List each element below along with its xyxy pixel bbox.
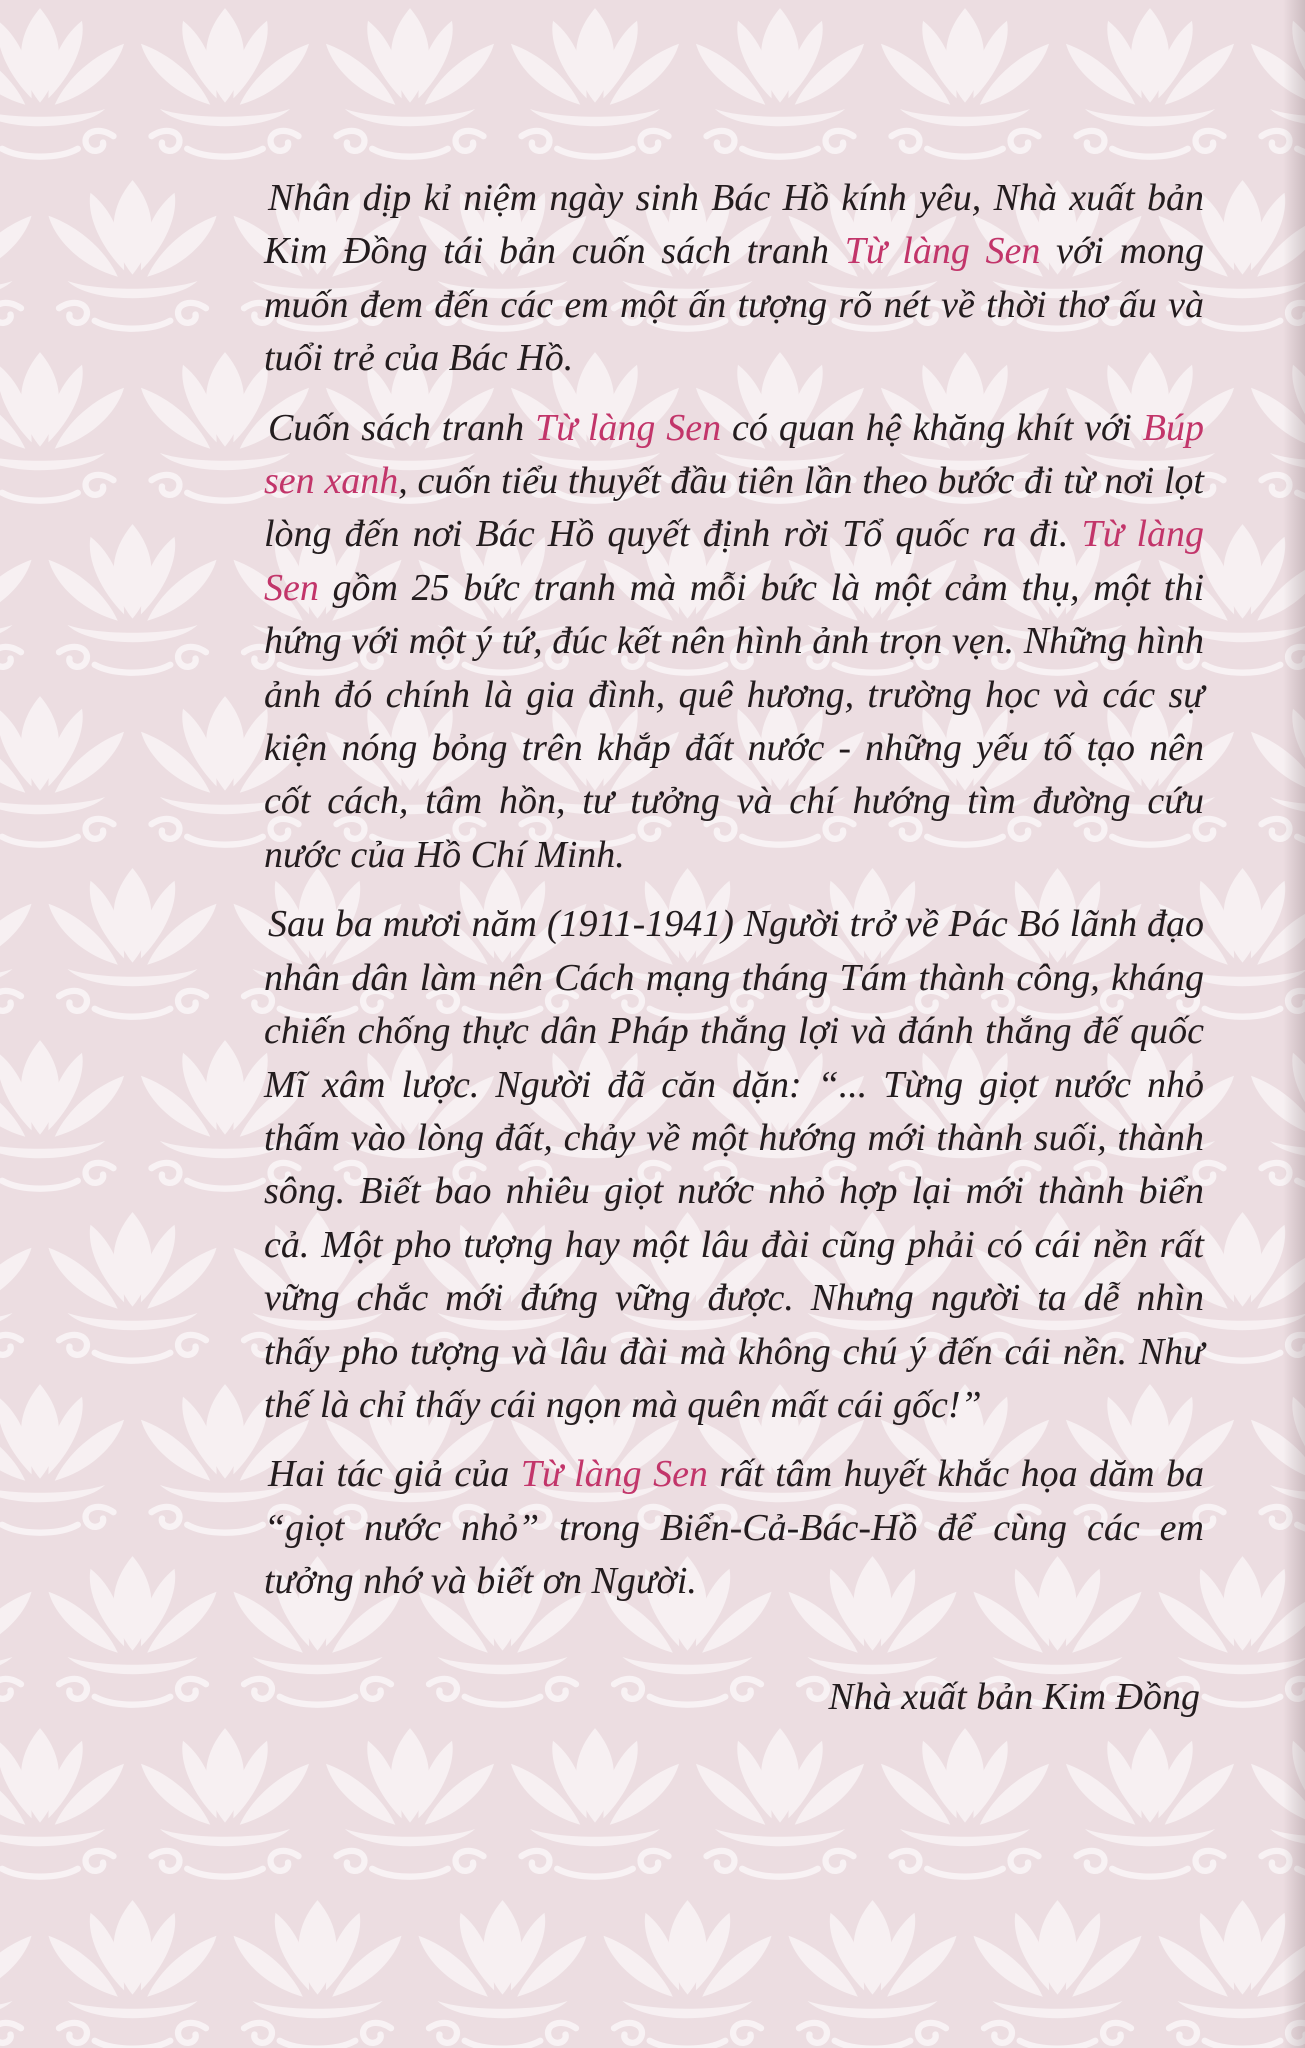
lotus-icon: [49, 524, 217, 673]
lotus-icon: [511, 8, 679, 157]
paragraph-text: gồm 25 bức tranh mà mỗi bức là một cảm thụ, một thi hứng với một ý tứ, đúc kết nên hình ảnh trọn vẹn. Những hình ảnh đó chính là gia đình, quê hương, trường học và các sự kiện nóng bỏng trên khắp đất nước - những yếu tố tạo nên cốt cách, tâm hồn, tư tưởng và chí hướng tìm đường cứu nước của Hồ Chí Minh.: [264, 566, 1204, 876]
lotus-icon: [0, 1040, 124, 1189]
lotus-icon: [604, 1900, 772, 2048]
lotus-icon: [49, 868, 217, 1017]
lotus-icon: [49, 1900, 217, 2048]
lotus-icon: [1066, 1728, 1234, 1877]
paragraph-text: Nhân dịp kỉ niệm ngày sinh Bác Hồ kính yêu, Nhà xuất bản Kim Đồng tái bản cuốn sách tranh: [264, 177, 1204, 273]
lotus-icon: [49, 1556, 217, 1705]
book-title: Búp sen xanh: [264, 406, 1204, 503]
lotus-icon: [0, 868, 32, 1017]
paragraph-text: có quan hệ khăng khít với: [721, 406, 1143, 449]
lotus-icon: [974, 1900, 1142, 2048]
paragraph-text: rất tâm huyết khắc họa dăm ba “giọt nước nhỏ” trong Biển-Cả-Bác-Hồ để cùng các em tưởng nhớ và biết ơn Người.: [264, 1453, 1204, 1603]
lotus-icon: [696, 1728, 864, 1877]
lotus-icon: [419, 1900, 587, 2048]
paragraph-4: [264, 1448, 1204, 1608]
paragraph-text: với mong muốn đem đến các em một ấn tượng rõ nét về thời thơ ấu và tuổi trẻ của Bác Hồ.: [264, 230, 1204, 380]
lotus-icon: [0, 8, 124, 157]
paragraph-3: [264, 898, 1204, 1432]
lotus-icon: [141, 1728, 309, 1877]
lotus-icon: [234, 1900, 402, 2048]
lotus-icon: [881, 8, 1049, 157]
paragraph-text: Sau ba mươi năm (1911-1941) Người trở về Pác Bó lãnh đạo nhân dân làm nên Cách mạng tháng Tám thành công, kháng chiến chống thực dân Pháp thắng lợi và đánh thắng đế quốc Mĩ xâm lược. Người đã căn dặn: “... Từng giọt nước nhỏ thấm vào lòng đất, chảy về một hướng mới thành suối, thành sông. Biết bao nhiêu giọt nước nhỏ hợp lại mới thành biển cả. Một pho tượng hay một lâu đài cũng phải có cái nền rất vững chắc mới đứng vững được. Nhưng người ta dễ nhìn thấy pho tượng và lâu đài mà không chú ý đến cái nền. Như thế là chỉ thấy cái ngọn mà quên mất cái gốc!”: [264, 903, 1204, 1426]
lotus-icon: [881, 1728, 1049, 1877]
page-edge-shadow: [1283, 0, 1305, 2048]
lotus-icon: [0, 352, 124, 501]
lotus-icon: [789, 1900, 957, 2048]
lotus-icon: [326, 8, 494, 157]
lotus-icon: [0, 1728, 124, 1877]
lotus-icon: [0, 1212, 32, 1361]
paragraph-text: , cuốn tiểu thuyết đầu tiên lần theo bước đi từ nơi lọt lòng đến nơi Bác Hồ quyết định rời Tổ quốc ra đi.: [264, 460, 1204, 556]
lotus-icon: [1066, 8, 1234, 157]
book-title: Từ làng Sen: [535, 406, 722, 449]
book-title: Từ làng Sen: [264, 513, 1204, 609]
lotus-icon: [0, 1900, 32, 2048]
book-title: Từ làng Sen: [844, 230, 1041, 273]
book-title: Từ làng Sen: [520, 1453, 708, 1496]
lotus-icon: [49, 180, 217, 329]
lotus-icon: [0, 1384, 124, 1533]
lotus-icon: [696, 8, 864, 157]
lotus-icon: [326, 1728, 494, 1877]
paragraph-text: Cuốn sách tranh: [268, 406, 536, 449]
lotus-icon: [511, 1728, 679, 1877]
lotus-icon: [0, 180, 32, 329]
lotus-icon: [49, 1212, 217, 1361]
lotus-icon: [0, 696, 124, 845]
document-body: [264, 172, 1204, 1724]
paragraph-1: [264, 172, 1204, 386]
lotus-icon: [141, 8, 309, 157]
paragraph-text: Hai tác giả của: [268, 1453, 521, 1496]
publisher-signature: Nhà xuất bản Kim Đồng: [828, 1675, 1200, 1718]
lotus-icon: [0, 1556, 32, 1705]
paragraph-2: [264, 402, 1204, 883]
lotus-icon: [0, 524, 32, 673]
